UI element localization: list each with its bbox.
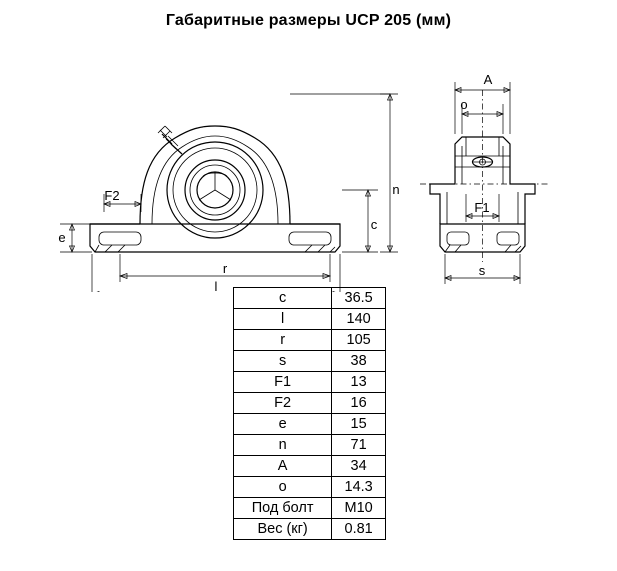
row-label: A [234, 456, 332, 477]
row-value: 71 [332, 435, 386, 456]
row-label: F2 [234, 393, 332, 414]
dim-label-s: s [478, 263, 486, 278]
dim-label-r: r [222, 261, 228, 276]
row-value: 14.3 [332, 477, 386, 498]
page-title: Габаритные размеры UCP 205 (мм) [165, 12, 452, 29]
table-row [234, 372, 386, 393]
row-value: 16 [332, 393, 386, 414]
row-label: r [234, 330, 332, 351]
dim-label-c: c [370, 217, 378, 232]
row-value: 38 [332, 351, 386, 372]
table-row [234, 498, 386, 519]
dim-label-F1: F1 [474, 200, 490, 215]
row-value: 0.81 [332, 519, 386, 540]
row-value: 15 [332, 414, 386, 435]
table-row [234, 309, 386, 330]
row-label: F1 [234, 372, 332, 393]
table-row [234, 330, 386, 351]
row-value: 36.5 [332, 288, 386, 309]
table-row [234, 519, 386, 540]
technical-drawing [0, 34, 617, 292]
table-row [234, 393, 386, 414]
dimensions-table-body [234, 288, 386, 540]
side-view [420, 72, 548, 284]
row-label: Вес (кг) [234, 519, 332, 540]
row-value: 34 [332, 456, 386, 477]
table-row [234, 351, 386, 372]
table-row [234, 288, 386, 309]
dim-label-F2: F2 [104, 188, 120, 203]
dim-label-n: n [392, 182, 400, 197]
front-view [58, 94, 399, 292]
row-label: l [234, 309, 332, 330]
row-label: Под болт [234, 498, 332, 519]
row-label: n [234, 435, 332, 456]
drawing-svg [0, 34, 617, 292]
row-value: 105 [332, 330, 386, 351]
table-row [234, 456, 386, 477]
table-row [234, 414, 386, 435]
dim-label-e: e [58, 230, 66, 245]
table-row [234, 435, 386, 456]
row-value: M10 [332, 498, 386, 519]
dim-label-l: l [214, 279, 218, 292]
dim-label-A: A [483, 72, 493, 87]
row-value: 140 [332, 309, 386, 330]
row-label: s [234, 351, 332, 372]
dim-label-o: o [460, 97, 468, 112]
row-value: 13 [332, 372, 386, 393]
table-row [234, 477, 386, 498]
row-label: e [234, 414, 332, 435]
row-label: c [234, 288, 332, 309]
row-label: o [234, 477, 332, 498]
dimensions-table [233, 287, 386, 540]
